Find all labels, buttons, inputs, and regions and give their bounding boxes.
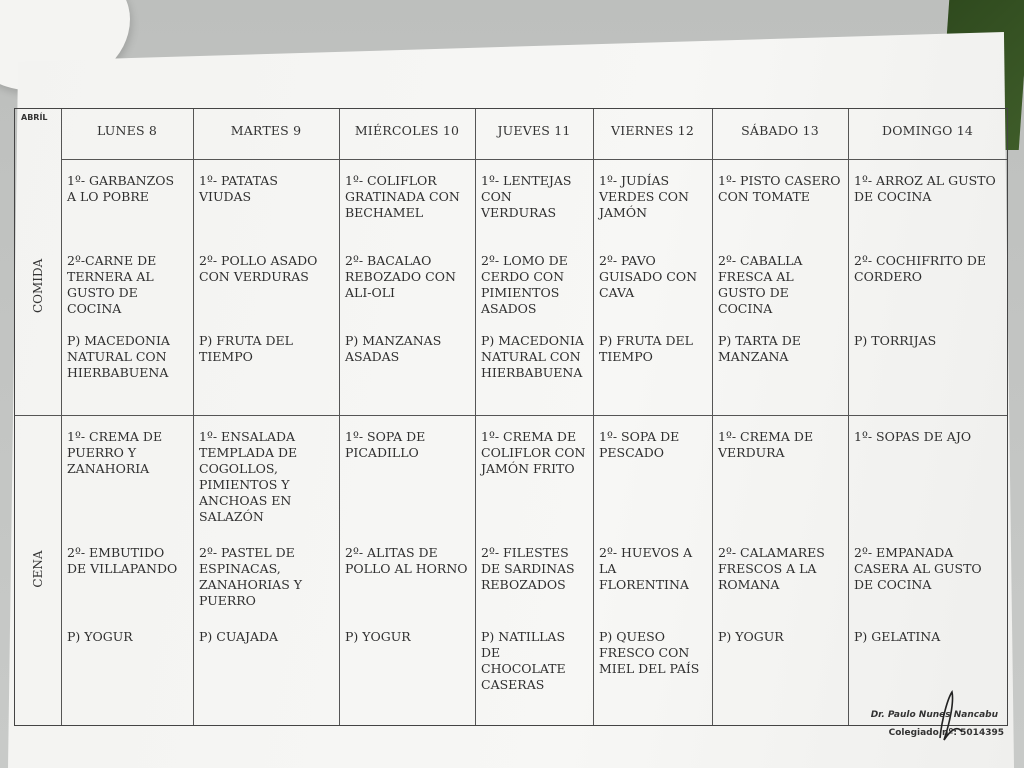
dish-dessert: P) FRUTA DEL TIEMPO <box>599 333 693 364</box>
meal-label-comida: COMIDA <box>31 258 45 313</box>
dish-first: 1º- CREMA DE COLIFLOR CON JAMÓN FRITO <box>481 429 586 476</box>
column-divider <box>475 109 476 725</box>
dish-dessert: P) CUAJADA <box>199 629 279 644</box>
column-divider <box>848 109 849 725</box>
dish-second: 2º- COCHIFRITO DE CORDERO <box>854 253 986 284</box>
dish-second: 2º-CARNE DE TERNERA AL GUSTO DE COCINA <box>67 253 157 316</box>
day-header: MIÉRCOLES 10 <box>354 123 460 138</box>
dish-dessert: P) QUESO FRESCO CON MIEL DEL PAÍS <box>599 629 700 676</box>
handwritten-signature <box>830 688 1000 744</box>
column-divider <box>193 109 194 725</box>
dish-first: 1º- GARBANZOS A LO POBRE <box>67 173 175 204</box>
dish-dessert: P) MACEDONIA NATURAL CON HIERBABUENA <box>67 333 170 380</box>
column-divider <box>712 109 713 725</box>
dish-dessert: P) YOGUR <box>718 629 784 644</box>
dish-second: 2º- PAVO GUISADO CON CAVA <box>599 253 698 300</box>
column-divider <box>593 109 594 725</box>
column-divider <box>339 109 340 725</box>
dish-second: 2º- EMBUTIDO DE VILLAPANDO <box>67 545 178 576</box>
dish-dessert: P) MACEDONIA NATURAL CON HIERBABUENA <box>481 333 584 380</box>
dish-dessert: P) TORRIJAS <box>854 333 937 348</box>
menu-table <box>14 108 1008 726</box>
dish-second: 2º- PASTEL DE ESPINACAS, ZANAHORIAS Y PUERRO <box>199 545 302 608</box>
menu-cell <box>854 429 1001 723</box>
dish-first: 1º- CREMA DE VERDURA <box>718 429 814 460</box>
day-header: VIERNES 12 <box>610 123 694 138</box>
dish-second: 2º- CABALLA FRESCA AL GUSTO DE COCINA <box>718 253 803 316</box>
dish-second: 2º- POLLO ASADO CON VERDURAS <box>199 253 318 284</box>
dish-first: 1º- COLIFLOR GRATINADA CON BECHAMEL <box>345 173 460 220</box>
dish-first: 1º- SOPA DE PESCADO <box>599 429 680 460</box>
dish-second: 2º- FILESTES DE SARDINAS REBOZADOS <box>481 545 575 592</box>
dish-second: 2º- EMPANADA CASERA AL GUSTO DE COCINA <box>854 545 982 592</box>
dish-first: 1º- SOPAS DE AJO <box>854 429 972 444</box>
menu-cell <box>718 429 842 723</box>
row-divider <box>61 159 1007 160</box>
doctor-registration: Colegiado nº: 5014395 <box>888 728 1004 738</box>
dish-dessert: P) FRUTA DEL TIEMPO <box>199 333 293 364</box>
day-header: LUNES 8 <box>96 123 158 138</box>
menu-cell <box>599 173 706 413</box>
menu-cell <box>199 173 333 413</box>
dish-first: 1º- JUDÍAS VERDES CON JAMÓN <box>599 173 689 220</box>
day-header: MARTES 9 <box>230 123 302 138</box>
meal-label-cena: CENA <box>31 550 45 588</box>
dish-dessert: P) TARTA DE MANZANA <box>718 333 801 364</box>
month-label: ABRÍL <box>21 113 48 122</box>
dish-dessert: P) NATILLAS DE CHOCOLATE CASERAS <box>481 629 566 692</box>
dish-first: 1º- PATATAS VIUDAS <box>199 173 278 204</box>
menu-cell <box>345 429 469 723</box>
dish-second: 2º- ALITAS DE POLLO AL HORNO <box>345 545 468 576</box>
menu-cell <box>599 429 706 723</box>
menu-cell <box>854 173 1001 413</box>
dish-dessert: P) MANZANAS ASADAS <box>345 333 442 364</box>
dish-first: 1º- SOPA DE PICADILLO <box>345 429 426 460</box>
doctor-name: Dr. Paulo Nunes Nancabu <box>870 710 998 720</box>
menu-cell <box>345 173 469 413</box>
menu-cell <box>199 429 333 723</box>
day-header: JUEVES 11 <box>497 123 571 138</box>
dish-first: 1º- LENTEJAS CON VERDURAS <box>481 173 572 220</box>
day-header: DOMINGO 14 <box>881 123 974 138</box>
dish-second: 2º- LOMO DE CERDO CON PIMIENTOS ASADOS <box>481 253 568 316</box>
dish-dessert: P) GELATINA <box>854 629 941 644</box>
menu-cell <box>481 429 587 723</box>
day-header: SÁBADO 13 <box>741 123 819 138</box>
menu-cell <box>67 173 187 413</box>
dish-dessert: P) YOGUR <box>67 629 133 644</box>
menu-cell <box>481 173 587 413</box>
dish-first: 1º- PISTO CASERO CON TOMATE <box>718 173 841 204</box>
menu-cell <box>718 173 842 413</box>
dish-second: 2º- BACALAO REBOZADO CON ALI-OLI <box>345 253 456 300</box>
row-divider <box>15 415 1007 416</box>
dish-first: 1º- ENSALADA TEMPLADA DE COGOLLOS, PIMIENTOS Y ANCHOAS EN SALAZÓN <box>199 429 298 524</box>
dish-second: 2º- HUEVOS A LA FLORENTINA <box>599 545 693 592</box>
menu-cell <box>67 429 187 723</box>
column-divider <box>61 109 62 725</box>
dish-first: 1º- CREMA DE PUERRO Y ZANAHORIA <box>67 429 163 476</box>
dish-second: 2º- CALAMARES FRESCOS A LA ROMANA <box>718 545 825 592</box>
dish-first: 1º- ARROZ AL GUSTO DE COCINA <box>854 173 996 204</box>
dish-dessert: P) YOGUR <box>345 629 411 644</box>
